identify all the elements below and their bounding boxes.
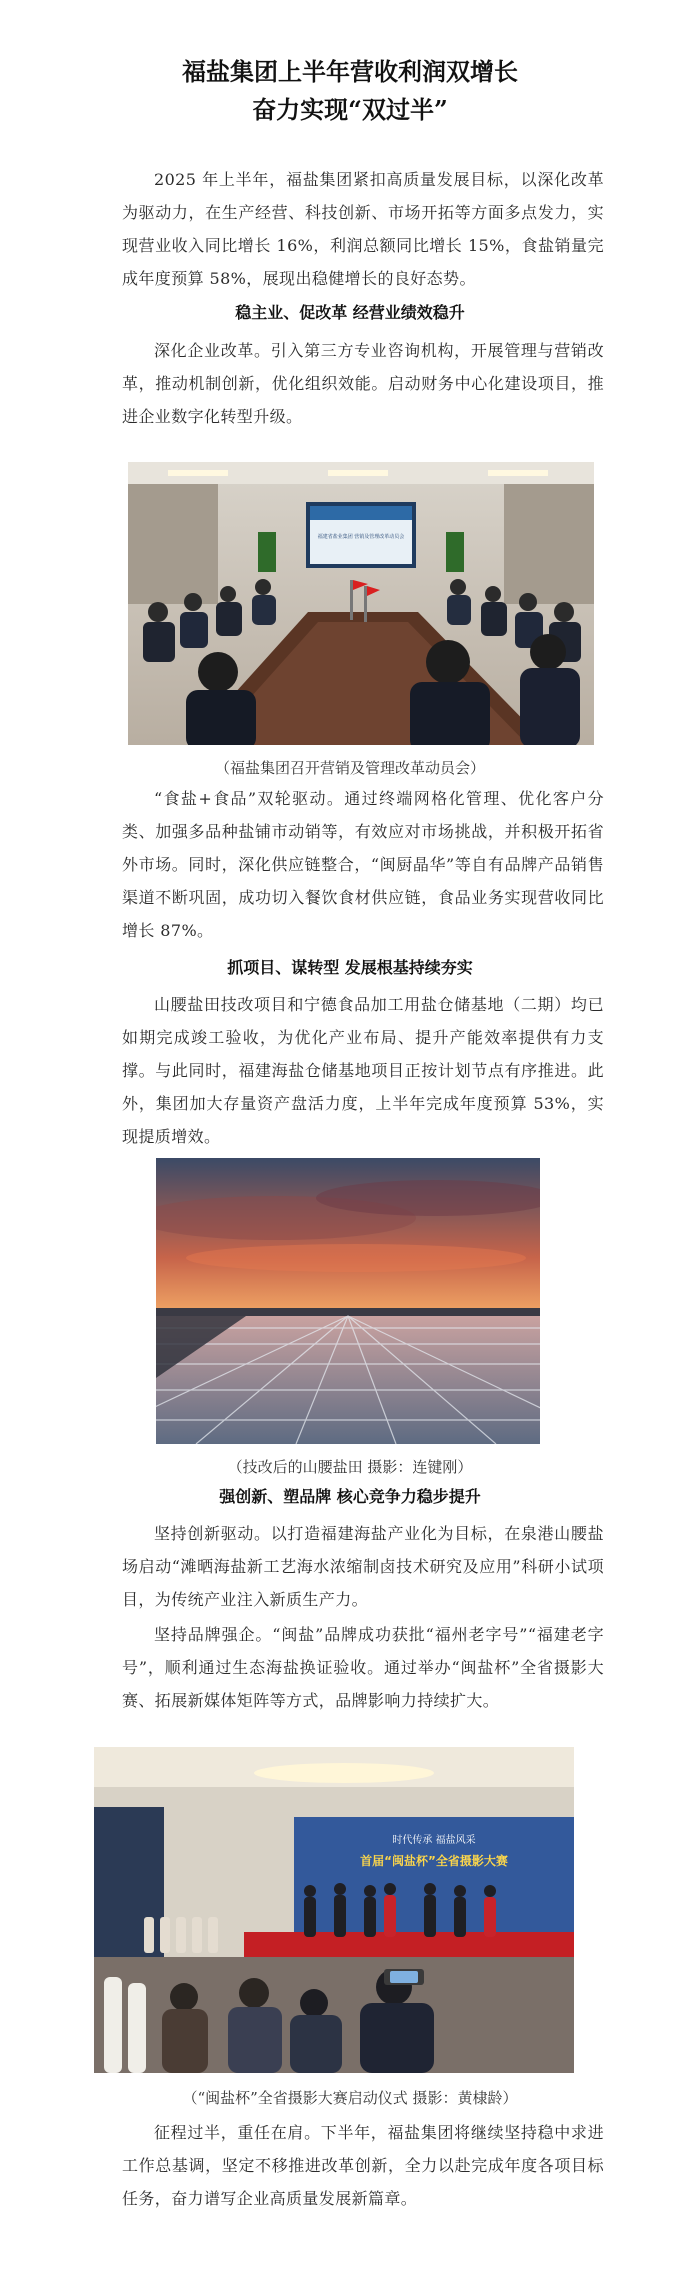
innovation-paragraph: 坚持创新驱动。以打造福建海盐产业化为目标，在泉港山腰盐场启动“滩晒海盐新工艺海水浓缩制卤技术研究及应用”科研小试项目，为传统产业注入新质生产力。 [122, 1524, 604, 1609]
meeting-photo [128, 462, 594, 745]
outro-paragraph: 征程过半，重任在肩。下半年，福盐集团将继续坚持稳中求进工作总基调，坚定不移推进改革创新，全力以赴完成年度各项目标任务，奋力谱写企业高质量发展新篇章。 [122, 2123, 604, 2208]
subheading-projects-transformation: 抓项目、谋转型 发展根基持续夯实 [227, 958, 473, 977]
projects-paragraph: 山腰盐田技改项目和宁德食品加工用盐仓储基地（二期）均已如期完成竣工验收，为优化产业布局、提升产能效率提供有力支撑。与此同时，福建海盐仓储基地项目正按计划节点有序推进。此外，集团加大存量资产盘活力度，上半年完成年度预算 53%，实现提质增效。 [122, 995, 604, 1146]
reform-paragraph: 深化企业改革。引入第三方专业咨询机构，开展管理与营销改革，推动机制创新，优化组织效能。启动财务中心化建设项目，推进企业数字化转型升级。 [122, 341, 604, 426]
intro-paragraph: 2025 年上半年，福盐集团紧扣高质量发展目标，以深化改革为驱动力，在生产经营、科技创新、市场开拓等方面多点发力，实现营业收入同比增长 16%，利润总额同比增长 15%，食盐销量完成年度预算 58%，展现出稳健增长的良好态势。 [122, 170, 604, 288]
contest-banner-line1: 时代传承 福盐风采 [392, 1835, 476, 1846]
brand-paragraph: 坚持品牌强企。“闽盐”品牌成功获批“福州老字号”“福建老字号”，顺利通过生态海盐换证验收。通过举办“闽盐杯”全省摄影大赛、拓展新媒体矩阵等方式，品牌影响力持续扩大。 [122, 1625, 604, 1710]
salt-field-photo-caption: （技改后的山腰盐田 摄影：连键刚） [227, 1458, 473, 1476]
article-title-line2: 奋力实现“双过半” [252, 95, 448, 124]
article-title-line1: 福盐集团上半年营收利润双增长 [182, 57, 518, 86]
dual-drive-paragraph: “食盐+食品”双轮驱动。通过终端网格化管理、优化客户分类、加强多品种盐铺市动销等，有效应对市场挑战，并积极开拓省外市场。同时，深化供应链整合，“闽厨晶华”等自有品牌产品销售渠道不断巩固，成功切入餐饮食材供应链，食品业务实现营收同比增长 87%。 [122, 789, 604, 940]
contest-ceremony-photo [94, 1747, 574, 2073]
salt-field-photo [156, 1158, 540, 1444]
contest-photo-caption: （“闽盐杯”全省摄影大赛启动仪式 摄影：黄棣龄） [182, 2089, 518, 2107]
subheading-stabilize-reform: 稳主业、促改革 经营业绩效稳升 [235, 303, 465, 322]
contest-banner-line2: 首届“闽盐杯”全省摄影大赛 [360, 1854, 508, 1868]
subheading-innovation-brand: 强创新、塑品牌 核心竞争力稳步提升 [219, 1487, 481, 1506]
meeting-photo-caption: （福盐集团召开营销及管理改革动员会） [214, 759, 485, 777]
meeting-screen-text: 福建省盐业集团 营销及管理改革动员会 [317, 534, 405, 540]
